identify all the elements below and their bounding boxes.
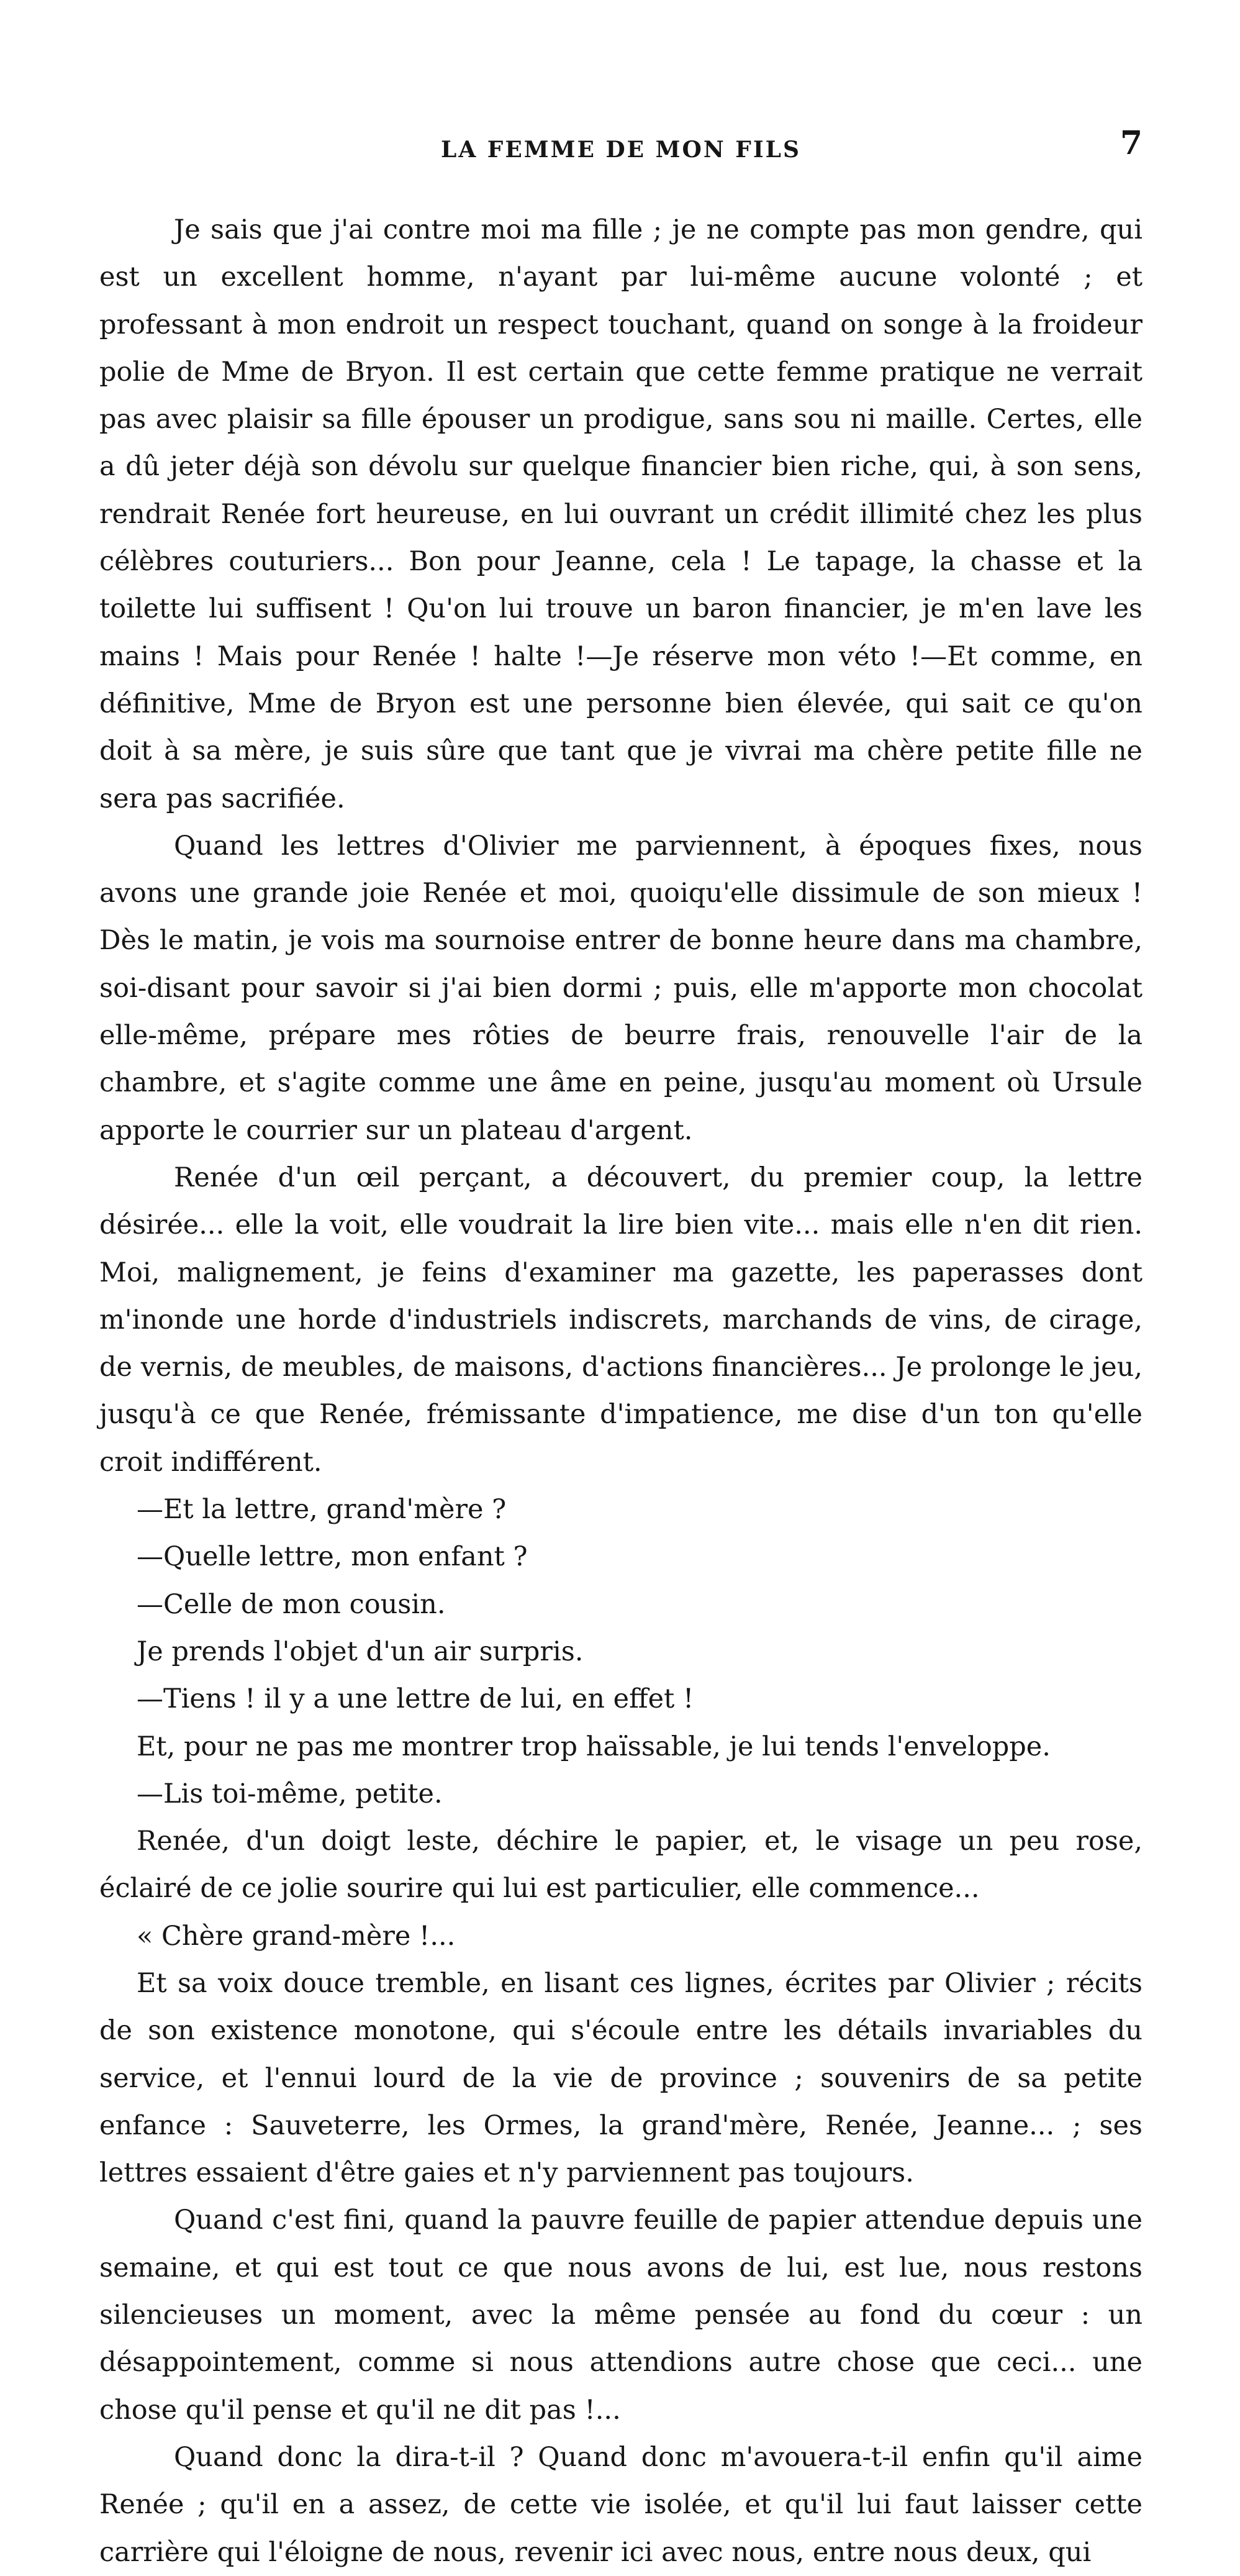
dialogue-line: —Tiens ! il y a une lettre de lui, en effet ! (137, 1683, 694, 1715)
paragraph: Quand c'est fini, quand la pauvre feuille de papier attendue depuis une semaine, et qui est tout ce que nous avons de lui, est lue, nous restons silencieuses un moment, avec la même pensée au fond du cœur : un désappointement, comme si nous attendions autre chose que ceci... une chose qu'il pense et qu'il ne dit pas !... (99, 2205, 1143, 2426)
paragraph: Je prends l'objet d'un air surpris. (137, 1636, 584, 1667)
paragraph: Et, pour ne pas me montrer trop haïssable, je lui tends l'enveloppe. (137, 1731, 1051, 1762)
page-header (99, 124, 1143, 174)
dialogue-line: —Celle de mon cousin. (137, 1588, 446, 1620)
paragraph: Renée d'un œil perçant, a découvert, du premier coup, la lettre désirée... elle la voit, elle voudrait la lire bien vite... mais elle n'en dit rien. Moi, malignement, je feins d'examiner ma gazette, les paperasses dont m'inonde une horde d'industriels indiscrets, marchands de vins, de cirage, de vernis, de meubles, de maisons, d'actions financières... Je prolonge le jeu, jusqu'à ce que Renée, frémissante d'impatience, me dise d'un ton qu'elle croit indifférent. (99, 1162, 1143, 1478)
body-text (99, 206, 1143, 2576)
dialogue-line: —Et la lettre, grand'mère ? (137, 1494, 507, 1526)
running-title: LA FEMME DE MON FILS (441, 137, 801, 163)
paragraph: Renée, d'un doigt leste, déchire le papier, et, le visage un peu rose, éclairé de ce jolie sourire qui lui est particulier, elle commence... (99, 1826, 1143, 1905)
dialogue-line: —Lis toi-même, petite. (137, 1778, 443, 1809)
book-page (99, 124, 1143, 2576)
paragraph: Quand les lettres d'Olivier me parviennent, à époques fixes, nous avons une grande joie Renée et moi, quoiqu'elle dissimule de son mieux ! Dès le matin, je vois ma sournoise entrer de bonne heure dans ma chambre, soi-disant pour savoir si j'ai bien dormi ; puis, elle m'apporte mon chocolat elle-même, prépare mes rôties de beurre frais, renouvelle l'air de la chambre, et s'agite comme une âme en peine, jusqu'au moment où Ursule apporte le courrier sur un plateau d'argent. (99, 830, 1143, 1146)
letter-salutation: « Chère grand-mère !... (137, 1920, 456, 1952)
dialogue-line: —Quelle lettre, mon enfant ? (137, 1541, 528, 1573)
paragraph: Quand donc la dira-t-il ? Quand donc m'avouera-t-il enfin qu'il aime Renée ; qu'il en a assez, de cette vie isolée, et qu'il lui faut laisser cette carrière qui l'éloigne de nous, revenir ici avec nous, entre nous deux, qui (99, 2441, 1143, 2568)
paragraph: Et sa voix douce tremble, en lisant ces lignes, écrites par Olivier ; récits de son existence monotone, qui s'écoule entre les détails invariables du service, et l'ennui lourd de la vie de province ; souvenirs de sa petite enfance : Sauveterre, les Ormes, la grand'mère, Renée, Jeanne... ; ses lettres essaient d'être gaies et n'y parviennent pas toujours. (99, 1967, 1143, 2189)
paragraph: Je sais que j'ai contre moi ma fille ; je ne compte pas mon gendre, qui est un excellent homme, n'ayant par lui-même aucune volonté ; et professant à mon endroit un respect touchant, quand on songe à la froideur polie de Mme de Bryon. Il est certain que cette femme pratique ne verrait pas avec plaisir sa fille épouser un prodigue, sans sou ni maille. Certes, elle a dû jeter déjà son dévolu sur quelque financier bien riche, qui, à son sens, rendrait Renée fort heureuse, en lui ouvrant un crédit illimité chez les plus célèbres couturiers... Bon pour Jeanne, cela ! Le tapage, la chasse et la toilette lui suffisent ! Qu'on lui trouve un baron financier, je m'en lave les mains ! Mais pour Renée ! halte !—Je réserve mon véto !—Et comme, en définitive, Mme de Bryon est une personne bien élevée, qui sait ce qu'on doit à sa mère, je suis sûre que tant que je vivrai ma chère petite fille ne sera pas sacrifiée. (99, 214, 1143, 814)
page-number: 7 (1120, 124, 1143, 162)
